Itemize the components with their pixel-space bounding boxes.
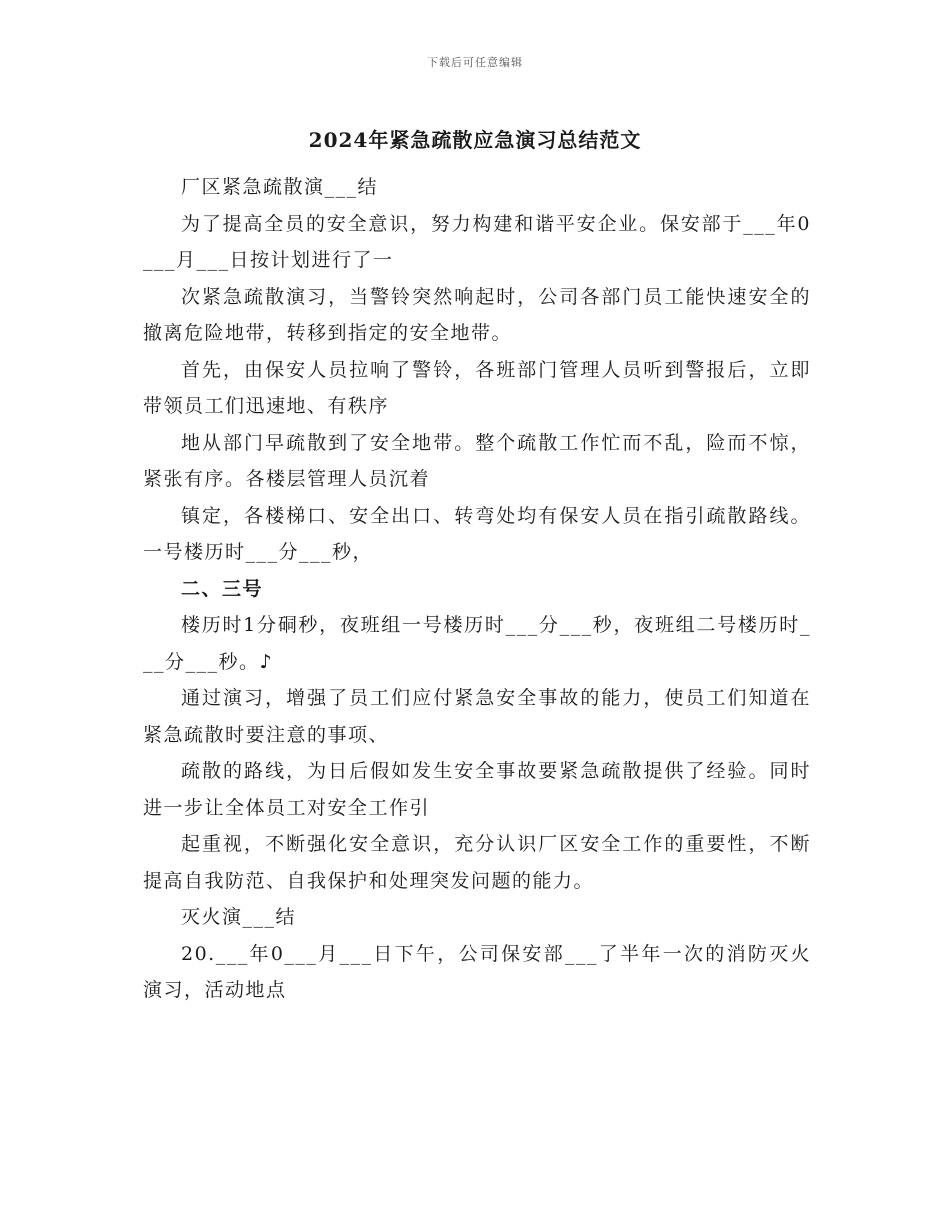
paragraph: 起重视，不断强化安全意识，充分认识厂区安全工作的重要性，不断提高自我防范、自我保护和处理突发问题的能力。 (143, 833, 811, 892)
paragraph: 通过演习，增强了员工们应付紧急安全事故的能力，使员工们知道在紧急疏散时要注意的事项、 (143, 687, 811, 746)
paragraph: 次紧急疏散演习，当警铃突然响起时，公司各部门员工能快速安全的撤离危险地带，转移到指定的安全地带。 (143, 285, 811, 344)
paragraph: 首先，由保安人员拉响了警铃，各班部门管理人员听到警报后，立即带领员工们迅速地、有秩序 (143, 358, 811, 417)
document-title: 2024年紧急疏散应急演习总结范文 (308, 128, 642, 152)
section-heading-fire-drill: 灭火演___结 (181, 906, 297, 928)
paragraph: 20.___年0___月___日下午，公司保安部___了半年一次的消防灭火演习，活动地点 (143, 942, 811, 1001)
paragraph: 地从部门早疏散到了安全地带。整个疏散工作忙而不乱，险而不惊，紧张有序。各楼层管理人员沉着 (143, 431, 811, 490)
paragraph: 为了提高全员的安全意识，努力构建和谐平安企业。保安部于___年0___月___日按计划进行了一 (143, 212, 811, 271)
bold-subheading: 二、三号 (181, 577, 264, 600)
paragraph: 楼历时1分硐秒，夜班组一号楼历时___分___秒，夜班组二号楼历时___分___秒。♪ (143, 614, 811, 673)
paragraph: 疏散的路线，为日后假如发生安全事故要紧急疏散提供了经验。同时进一步让全体员工对安全工作引 (143, 760, 811, 819)
page-header-note: 下载后可任意编辑 (427, 56, 523, 69)
paragraph: 镇定，各楼梯口、安全出口、转弯处均有保安人员在指引疏散路线。一号楼历时___分___秒， (143, 504, 811, 563)
document-body (143, 169, 811, 1009)
section-heading-evacuation: 厂区紧急疏散演___结 (181, 176, 379, 198)
